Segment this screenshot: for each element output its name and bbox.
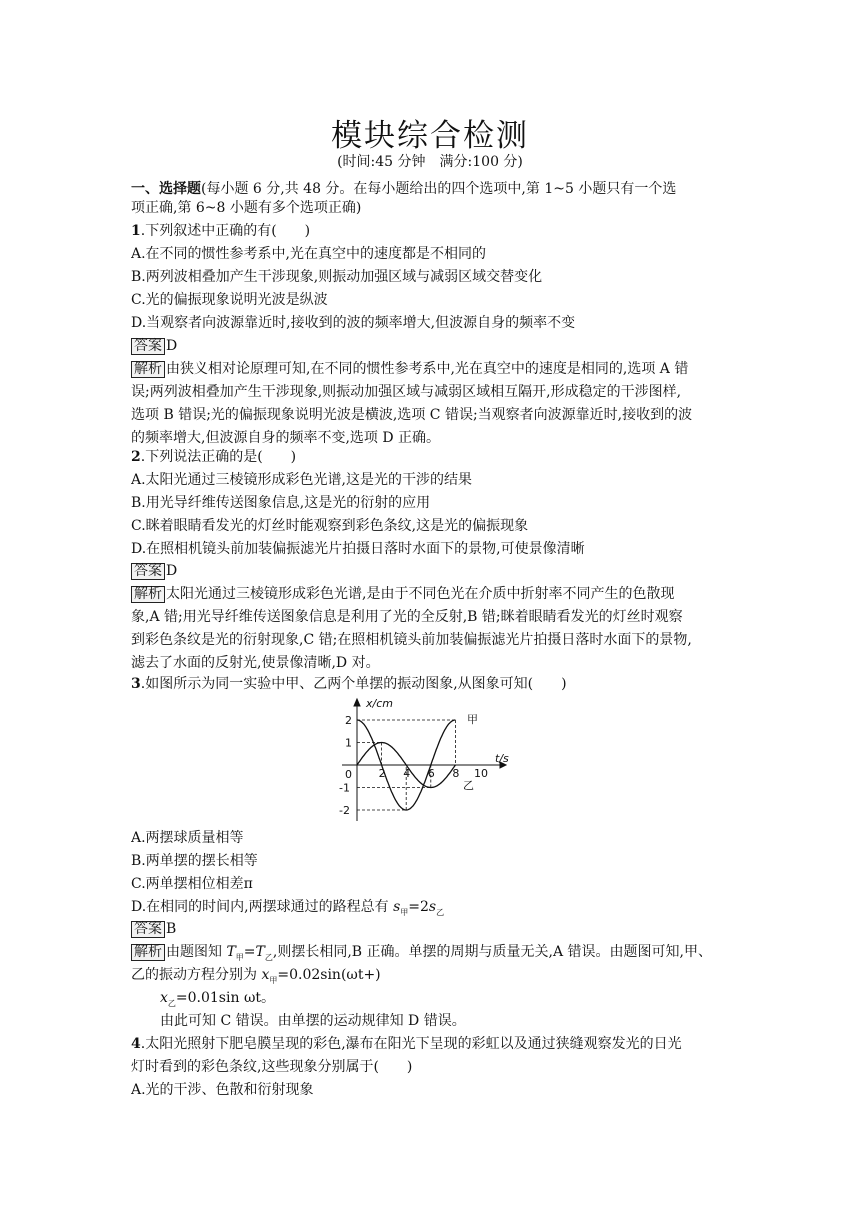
y-tick-label: -2 <box>339 804 350 817</box>
section-label: 一、选择题 <box>131 181 201 197</box>
q2-analysis-line: 滤去了水面的反射光,使景像清晰,D 对。 <box>131 655 380 671</box>
x-tick-label: 8 <box>452 767 460 780</box>
q3-analysis-line: 乙的振动方程分别为 $x_甲=0.02\sin(\omega t+)$ <box>131 967 381 985</box>
analysis-tag: 解析 <box>131 586 165 603</box>
x-tick-label: 2 <box>378 767 386 780</box>
q1-option-a: A.在不同的惯性参考系中,光在真空中的速度都是不相同的 <box>131 246 487 262</box>
q4-option-a: A.光的干涉、色散和衍射现象 <box>131 1082 314 1098</box>
q3-stem <box>131 675 736 694</box>
section-heading <box>131 180 736 199</box>
q3-analysis-line: 由此可知 C 错误。由单摆的运动规律知 D 错误。 <box>160 1013 466 1029</box>
page-subtitle: (时间:45 分钟 满分:100 分) <box>337 154 523 170</box>
q1-option-c: C.光的偏振现象说明光波是纵波 <box>131 292 328 308</box>
q3-option-b: B.两单摆的摆长相等 <box>131 853 258 869</box>
analysis-tag: 解析 <box>131 361 165 378</box>
q2-option-b: B.用光导纤维传送图象信息,这是光的衍射的应用 <box>131 495 431 511</box>
q1-answer-value: D <box>166 338 178 354</box>
q2-analysis-line: 象,A 错;用光导纤维传送图象信息是利用了光的全反射,B 错;眯着眼睛看发光的灯丝时观察 <box>131 609 683 625</box>
q1-option-b: B.两列波相叠加产生干涉现象,则振动加强区域与减弱区域交替变化 <box>131 269 543 285</box>
q1-analysis-line: 的频率增大,但波源自身的频率不变,选项 D 正确。 <box>131 430 441 446</box>
y-tick-label: 2 <box>345 714 352 727</box>
q2-option-d: D.在照相机镜头前加装偏振滤光片拍摄日落时水面下的景物,可使景像清晰 <box>131 541 585 557</box>
q2-option-c: C.眯着眼睛看发光的灯丝时能观察到彩色条纹,这是光的偏振现象 <box>131 518 529 534</box>
q4-stem-cont: 灯时看到的彩色条纹,这些现象分别属于( ) <box>131 1059 413 1075</box>
q2-stem-text: .下列说法正确的是( ) <box>140 449 297 465</box>
q3-number: 3 <box>131 676 141 692</box>
q3-analysis-line: 解析 由题图知 $T_甲=T_乙$,则摆长相同,B 正确。单摆的周期与质量无关,A 错误。由题图可知,甲、 <box>131 943 736 967</box>
q1-number: 1 <box>131 223 141 239</box>
oscillation-graph-svg <box>338 697 510 825</box>
q2-stem <box>131 448 736 467</box>
q4-stem-text: .太阳光照射下肥皂膜呈现的彩色,瀑布在阳光下呈现的彩虹以及通过狭缝观察发光的日光 <box>140 1036 682 1052</box>
q4-stem <box>131 1035 736 1054</box>
answer-tag: 答案 <box>131 563 165 580</box>
y-axis-arrow-icon <box>354 699 360 706</box>
x-tick-label: 4 <box>403 767 411 780</box>
x-tick-label: 6 <box>427 767 435 780</box>
q3-answer <box>131 920 736 939</box>
q3-answer-value: B <box>166 921 177 937</box>
series-label-yi: 乙 <box>463 779 474 792</box>
answer-tag: 答案 <box>131 338 165 355</box>
analysis-tag: 解析 <box>131 944 165 961</box>
q1-stem <box>131 222 736 241</box>
q4-number: 4 <box>131 1036 141 1052</box>
q3-option-a: A.两摆球质量相等 <box>131 830 244 846</box>
q3-option-c: C.两单摆相位相差π <box>131 876 253 892</box>
q2-option-a: A.太阳光通过三棱镜形成彩色光谱,这是光的干涉的结果 <box>131 472 473 488</box>
q1-stem-text: .下列叙述中正确的有( ) <box>140 223 311 239</box>
q2-analysis-line: 到彩色条纹是光的衍射现象,C 错;在照相机镜头前加装偏振滤光片拍摄日落时水面下的景物, <box>131 632 692 648</box>
q1-analysis-line: 解析 由狭义相对论原理可知,在不同的惯性参考系中,光在真空中的速度是相同的,选项 A 错 <box>131 360 736 379</box>
q1-analysis-line: 误;两列波相叠加产生干涉现象,则振动加强区域与减弱区域相互隔开,形成稳定的干涉图样, <box>131 384 682 400</box>
oscillation-graph <box>338 697 510 825</box>
q2-answer-value: D <box>166 563 178 579</box>
q3-option-d: D.在相同的时间内,两摆球通过的路程总有 $s_甲=2s_乙$ <box>131 899 445 917</box>
section-instructions-cont: 项正确,第 6~8 小题有多个选项正确) <box>131 200 362 216</box>
q3-stem-text: .如图所示为同一实验中甲、乙两个单摆的振动图象,从图象可知( ) <box>140 676 567 692</box>
y-tick-label: 1 <box>345 736 352 750</box>
series-label-jia: 甲 <box>467 713 478 726</box>
y-axis-label: x/cm <box>366 697 393 710</box>
q1-analysis-line: 选项 B 错误;光的偏振现象说明光波是横波,选项 C 错误;当观察者向波源靠近时,接收到的波 <box>131 407 693 423</box>
answer-tag: 答案 <box>131 921 165 938</box>
q1-answer <box>131 337 736 356</box>
q2-analysis-line: 解析 太阳光通过三棱镜形成彩色光谱,是由于不同色光在介质中折射率不同产生的色散现 <box>131 585 736 604</box>
page-title: 模块综合检测 <box>331 118 529 154</box>
x-tick-label: 10 <box>474 767 488 780</box>
y-tick-label: -1 <box>339 781 350 795</box>
q2-answer <box>131 562 736 581</box>
origin-label: 0 <box>345 768 352 781</box>
section-instructions: (每小题 6 分,共 48 分。在每小题给出的四个选项中,第 1~5 小题只有一个选 <box>201 181 677 197</box>
q3-analysis-line: $x_乙=0.01\sin$ ωt。 <box>160 990 275 1008</box>
q2-number: 2 <box>131 449 141 465</box>
x-axis-label: t/s <box>495 752 509 765</box>
q1-option-d: D.当观察者向波源靠近时,接收到的波的频率增大,但波源自身的频率不变 <box>131 315 576 331</box>
